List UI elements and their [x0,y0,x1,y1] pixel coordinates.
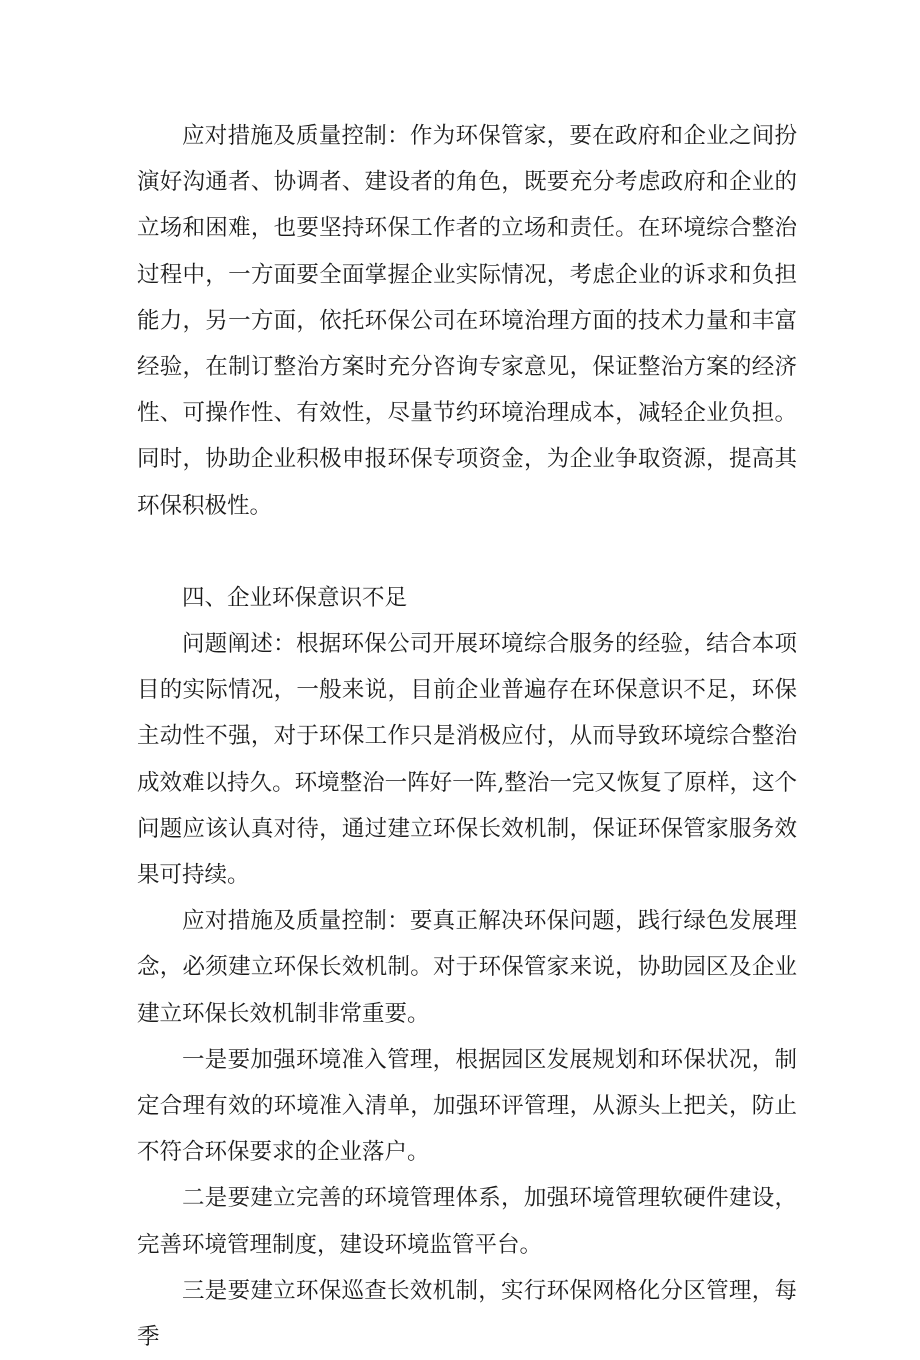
paragraph-countermeasures-intro: 应对措施及质量控制：作为环保管家，要在政府和企业之间扮演好沟通者、协调者、建设者的角色，既要充分考虑政府和企业的立场和困难，也要坚持环保工作者的立场和责任。在环境综合整治过程中，一方面要全面掌握企业实际情况，考虑企业的诉求和负担能力，另一方面，依托环保公司在环境治理方面的技术力量和丰富经验，在制订整治方案时充分咨询专家意见，保证整治方案的经济性、可操作性、有效性，尽量节约环境治理成本，减轻企业负担。同时，协助企业积极申报环保专项资金，为企业争取资源，提高其环保积极性。 [137,123,797,519]
paragraph-countermeasures-longterm: 应对措施及质量控制：要真正解决环保问题，践行绿色发展理念，必须建立环保长效机制。对于环保管家来说，协助园区及企业建立环保长效机制非常重要。 [137,908,797,1027]
paragraph-measure-three: 三是要建立环保巡查长效机制，实行环保网格化分区管理，每季 [137,1277,797,1351]
section-heading-awareness: 四、企业环保意识不足 [182,584,408,611]
paragraph-measure-two: 二是要建立完善的环境管理体系，加强环境管理软硬件建设，完善环境管理制度，建设环境监管平台。 [137,1185,797,1258]
paragraph-measure-one: 一是要加强环境准入管理，根据园区发展规划和环保状况，制定合理有效的环境准入清单，加强环评管理，从源头上把关，防止不符合环保要求的企业落户。 [137,1046,797,1166]
document-body [137,113,797,1360]
paragraph-problem-statement: 问题阐述：根据环保公司开展环境综合服务的经验，结合本项目的实际情况，一般来说，目前企业普遍存在环保意识不足，环保主动性不强，对于环保工作只是消极应付，从而导致环境综合整治成效难以持久。环境整治一阵好一阵,整治一完又恢复了原样，这个问题应该认真对待，通过建立环保长效机制，保证环保管家服务效果可持续。 [137,631,797,889]
